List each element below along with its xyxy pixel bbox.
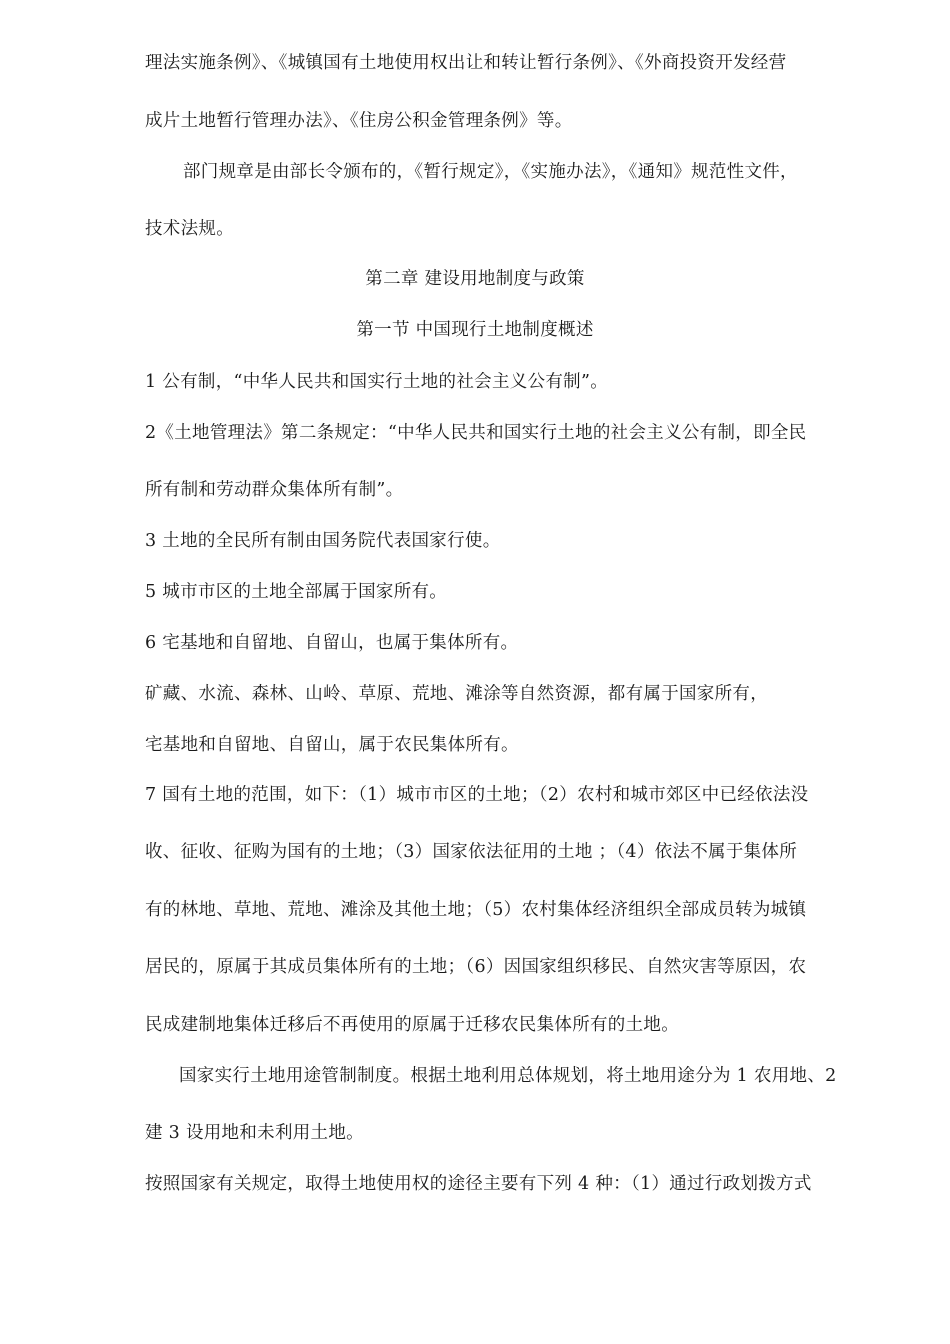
paragraph-line: 成片土地暂行管理办法》、《住房公积金管理条例》等。 [145,111,573,131]
list-item: 所有制和劳动群众集体所有制”。 [145,480,404,500]
list-item: 7 国有土地的范围，如下：（1）城市市区的土地；（2）农村和城市郊区中已经依法没 [145,785,809,805]
paragraph-line: 技术法规。 [145,219,234,239]
list-item: 2《土地管理法》第二条规定：“中华人民共和国实行土地的社会主义公有制，即全民 [145,423,807,443]
paragraph-line: 矿藏、水流、森林、山岭、草原、荒地、滩涂等自然资源，都有属于国家所有， [145,684,768,704]
list-item: 居民的，原属于其成员集体所有的土地；（6）因国家组织移民、自然灾害等原因，农 [145,957,807,977]
paragraph-line: 理法实施条例》、《城镇国有土地使用权出让和转让暂行条例》、《外商投资开发经营 [145,53,787,73]
paragraph-line: 部门规章是由部长令颁布的，《暂行规定》，《实施办法》，《通知》规范性文件， [183,162,798,182]
list-item: 5 城市市区的土地全部属于国家所有。 [145,582,448,602]
paragraph-line: 按照国家有关规定，取得土地使用权的途径主要有下列 4 种：（1）通过行政划拨方式 [145,1174,812,1194]
paragraph-line: 宅基地和自留地、自留山，属于农民集体所有。 [145,735,519,755]
paragraph-line: 国家实行土地用途管制制度。根据土地利用总体规划，将土地用途分为 1 农用地、2 [179,1066,837,1086]
list-item: 有的林地、草地、荒地、滩涂及其他土地；（5）农村集体经济组织全部成员转为城镇 [145,900,807,920]
list-item: 1 公有制，“中华人民共和国实行土地的社会主义公有制”。 [145,372,608,392]
paragraph-line: 建 3 设用地和未利用土地。 [145,1123,364,1143]
list-item: 6 宅基地和自留地、自留山，也属于集体所有。 [145,633,519,653]
section-title: 第一节 中国现行土地制度概述 [356,320,594,340]
chapter-title: 第二章 建设用地制度与政策 [365,269,585,289]
list-item: 民成建制地集体迁移后不再使用的原属于迁移农民集体所有的土地。 [145,1015,679,1035]
list-item: 收、征收、征购为国有的土地；（3）国家依法征用的土地 ；（4）依法不属于集体所 [145,842,798,862]
list-item: 3 土地的全民所有制由国务院代表国家行使。 [145,531,501,551]
